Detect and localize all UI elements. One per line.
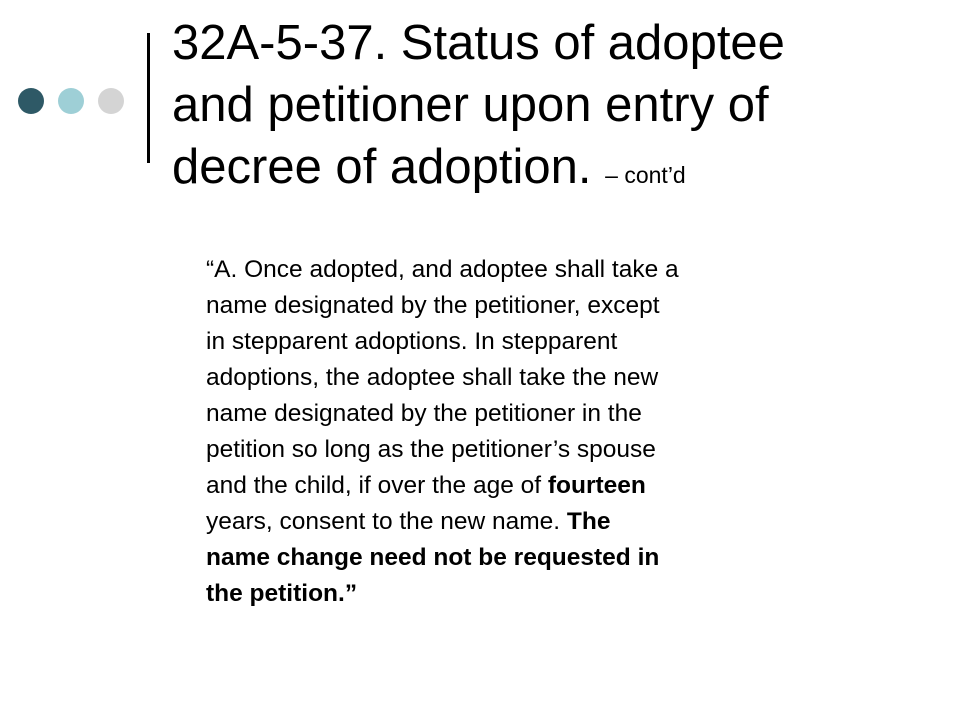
body-line-10	[206, 576, 926, 612]
body-line-8	[206, 504, 926, 540]
body-line-9	[206, 540, 926, 576]
body-line-8-text: years, consent to the new name.	[206, 508, 567, 535]
body-line-6: petition so long as the petitioner’s spouse	[206, 436, 656, 463]
quoted-statute-text	[206, 252, 926, 612]
dot-light-teal-icon	[58, 88, 84, 114]
body-line-1: “A. Once adopted, and adoptee shall take a	[206, 256, 679, 283]
title-line-2: and petitioner upon entry of	[172, 78, 769, 132]
body-line-3: in stepparent adoptions. In stepparent	[206, 328, 618, 355]
vertical-divider	[147, 33, 150, 163]
decorative-dots	[18, 88, 130, 114]
title-continued-label: – cont’d	[605, 162, 686, 188]
body-line-7-text: and the child, if over the age of	[206, 472, 548, 499]
emphasis-the-petition: the petition.”	[206, 580, 358, 607]
body-line-7	[206, 468, 926, 504]
emphasis-the: The	[566, 508, 611, 535]
emphasis-name-change: name change need not be requested in	[206, 544, 660, 571]
dot-dark-teal-icon	[18, 88, 44, 114]
dot-gray-icon	[98, 88, 124, 114]
title-line-3	[172, 136, 932, 206]
emphasis-fourteen: fourteen	[547, 472, 646, 499]
body-line-4: adoptions, the adoptee shall take the new	[206, 364, 659, 391]
body-line-2: name designated by the petitioner, except	[206, 292, 660, 319]
title-line-3-text: decree of adoption.	[172, 140, 592, 194]
slide-title	[172, 12, 932, 206]
body-line-5: name designated by the petitioner in the	[206, 400, 642, 427]
title-line-1: 32A-5-37. Status of adoptee	[172, 16, 785, 70]
